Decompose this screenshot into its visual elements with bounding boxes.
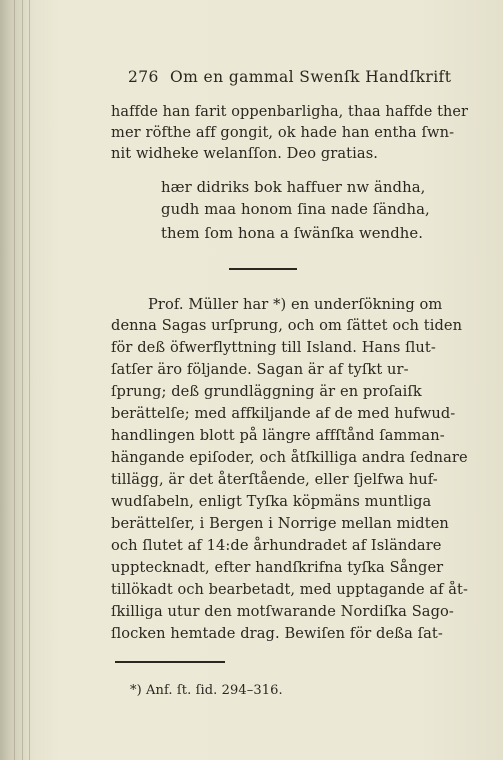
text-line: hängande epiſoder, och åtſkilliga andra ſednare xyxy=(111,449,468,466)
page-number: 276 xyxy=(128,68,159,86)
verse-line: them ſom hona a ſwänſka wendhe. xyxy=(161,225,424,242)
text-line: ſatſer äro följande. Sagan är af tyſkt ur- xyxy=(111,361,409,378)
text-line: berättelſe; med affkiljande af de med hufwud- xyxy=(111,405,456,422)
footnote: *) Anf. ſt. ſid. 294–316. xyxy=(130,683,283,698)
text-line: mer röfthe aff gongit, ok hade han entha ſwn- xyxy=(111,124,455,141)
text-line: ſprung; deß grundläggning är en proſaiſk xyxy=(111,383,422,400)
text-line: berättelſer, i Bergen i Norrige mellan midten xyxy=(111,515,449,532)
text-line: ſkilliga utur den motſwarande Nordiſka Sago- xyxy=(111,603,454,620)
page-edge-line xyxy=(29,0,30,760)
text-line: haffde han farit oppenbarligha, thaa haffde ther xyxy=(111,103,469,120)
text-line: wudſabeln, enligt Tyſka köpmäns muntliga xyxy=(111,493,432,510)
running-title: Om en gammal Swenſk Handſkrift xyxy=(170,68,452,86)
text-line: nit widheke welanſſon. Deo gratias. xyxy=(111,145,379,162)
page-edge-line xyxy=(22,0,23,760)
text-line: Prof. Müller har *) en underſökning om xyxy=(148,296,443,313)
text-line: upptecknadt, efter handſkrifna tyſka Sånger xyxy=(111,559,444,576)
text-line: handlingen blott på längre affſtånd ſamman- xyxy=(111,427,445,444)
section-divider xyxy=(229,268,297,270)
verse-line: gudh maa honom ſina nade ſändha, xyxy=(161,201,430,218)
text-line: ſlocken hemtade drag. Bewiſen för deßa ſat- xyxy=(111,625,443,642)
text-line: denna Sagas urſprung, och om ſättet och tiden xyxy=(111,317,463,334)
page-edge-line xyxy=(14,0,15,760)
text-line: och ſlutet af 14:de århundradet af Isländare xyxy=(111,537,442,554)
footnote-divider xyxy=(115,661,225,663)
text-line: tillökadt och bearbetadt, med upptagande af åt- xyxy=(111,581,468,598)
text-line: tillägg, är det återſtående, eller ſjelfwa huf- xyxy=(111,471,438,488)
verse-line: hær didriks bok haffuer nw ändha, xyxy=(161,179,426,196)
text-line: för deß öfwerflyttning till Island. Hans ſlut- xyxy=(111,339,436,356)
